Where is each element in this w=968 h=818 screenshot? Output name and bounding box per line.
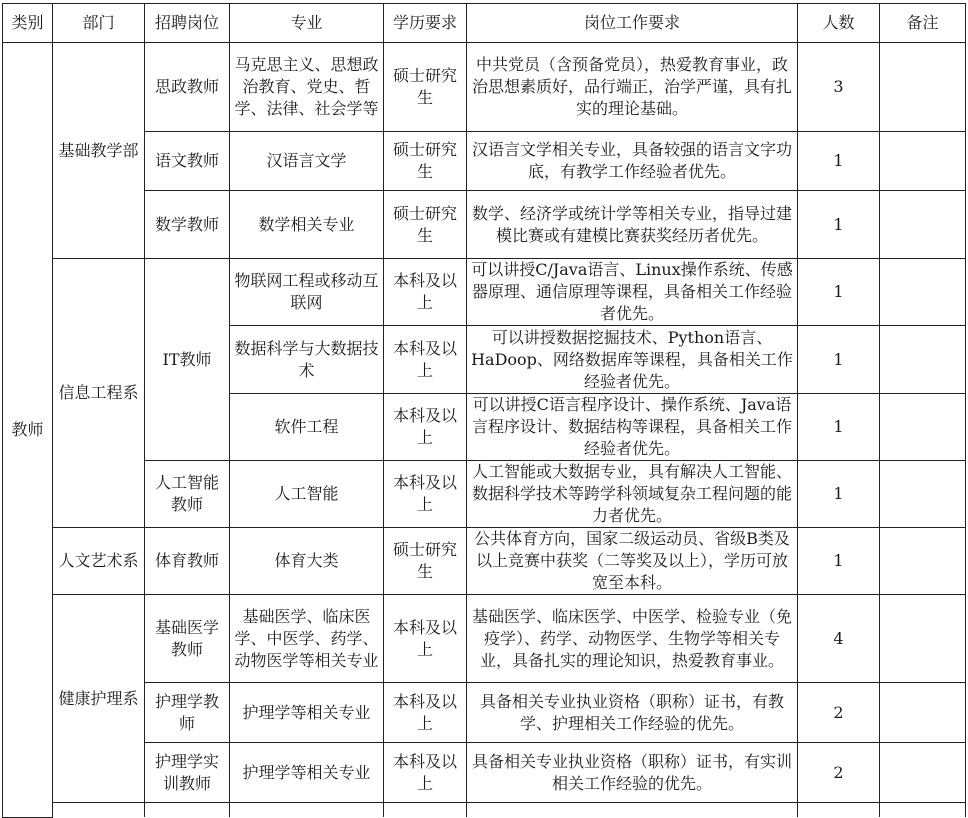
table-row xyxy=(3,259,966,326)
recruitment-table xyxy=(2,3,966,818)
position-cell: 人工智能教师 xyxy=(145,461,230,528)
major-cell: 数学相关专业 xyxy=(230,191,384,259)
education-cell: 硕士研究生 xyxy=(384,528,467,595)
count-cell: 2 xyxy=(798,683,880,743)
table-row xyxy=(3,595,966,683)
remarks-cell xyxy=(880,132,966,191)
table-row xyxy=(3,132,966,191)
header-major: 专业 xyxy=(230,4,384,43)
major-cell: 汉语言文学 xyxy=(230,132,384,191)
count-cell: 3 xyxy=(798,43,880,132)
table-row xyxy=(3,191,966,259)
major-cell: 数据科学与大数据技术 xyxy=(230,326,384,394)
education-cell: 硕士研究生 xyxy=(384,191,467,259)
position-cell: 基础医学教师 xyxy=(145,595,230,683)
header-row xyxy=(3,4,966,43)
requirements-cell: 基础医学、临床医学、中医学、检验专业（免疫学）、药学、动物医学、生物学等相关专业，具备扎实的理论知识，热爱教育事业。 xyxy=(467,595,798,683)
table-row-partial xyxy=(3,803,966,818)
requirements-cell: 可以讲授数据挖掘技术、Python语言、HaDoop、网络数据库等课程，具备相关工作经验者优先。 xyxy=(467,326,798,394)
education-cell: 本科及以上 xyxy=(384,595,467,683)
major-cell: 软件工程 xyxy=(230,394,384,461)
remarks-cell xyxy=(880,326,966,394)
remarks-cell xyxy=(880,394,966,461)
table-row xyxy=(3,743,966,803)
remarks-cell xyxy=(880,683,966,743)
major-cell: 基础医学、临床医学、中医学、药学、动物医学等相关专业 xyxy=(230,595,384,683)
requirements-cell: 可以讲授C/Java语言、Linux操作系统、传感器原理、通信原理等课程，具备相关工作经验者优先。 xyxy=(467,259,798,326)
table-row xyxy=(3,43,966,132)
position-cell: 数学教师 xyxy=(145,191,230,259)
remarks-cell xyxy=(880,461,966,528)
count-cell: 1 xyxy=(798,259,880,326)
count-cell: 1 xyxy=(798,132,880,191)
header-requirements: 岗位工作要求 xyxy=(467,4,798,43)
education-cell: 本科及以上 xyxy=(384,461,467,528)
remarks-cell xyxy=(880,743,966,803)
position-cell: 体育教师 xyxy=(145,528,230,595)
position-cell: 护理学教师 xyxy=(145,683,230,743)
education-cell: 本科及以上 xyxy=(384,326,467,394)
count-cell: 2 xyxy=(798,743,880,803)
department-cell: 健康护理系 xyxy=(53,595,145,803)
table-row xyxy=(3,683,966,743)
header-remarks: 备注 xyxy=(880,4,966,43)
education-cell: 硕士研究生 xyxy=(384,43,467,132)
education-cell: 本科及以上 xyxy=(384,683,467,743)
count-cell: 1 xyxy=(798,528,880,595)
requirements-cell: 汉语言文学相关专业，具备较强的语言文字功底，有教学工作经验者优先。 xyxy=(467,132,798,191)
education-cell: 本科及以上 xyxy=(384,259,467,326)
position-cell: 护理学实训教师 xyxy=(145,743,230,803)
education-cell: 硕士研究生 xyxy=(384,132,467,191)
requirements-cell: 可以讲授C语言程序设计、操作系统、Java语言程序设计、数据结构等课程，具备相关工作经验者优先。 xyxy=(467,394,798,461)
count-cell: 4 xyxy=(798,595,880,683)
count-cell: 1 xyxy=(798,461,880,528)
major-cell: 护理学等相关专业 xyxy=(230,743,384,803)
education-cell: 本科及以上 xyxy=(384,743,467,803)
education-cell: 本科及以上 xyxy=(384,394,467,461)
remarks-cell xyxy=(880,528,966,595)
requirements-cell: 人工智能或大数据专业，具有解决人工智能、数据科学技术等跨学科领域复杂工程问题的能力者优先。 xyxy=(467,461,798,528)
major-cell: 马克思主义、思想政治教育、党史、哲学、法律、社会学等 xyxy=(230,43,384,132)
major-cell: 物联网工程或移动互联网 xyxy=(230,259,384,326)
requirements-cell: 中共党员（含预备党员），热爱教育事业，政治思想素质好，品行端正，治学严谨，具有扎实的理论基础。 xyxy=(467,43,798,132)
header-position: 招聘岗位 xyxy=(145,4,230,43)
count-cell: 1 xyxy=(798,191,880,259)
major-cell: 人工智能 xyxy=(230,461,384,528)
table-row xyxy=(3,461,966,528)
position-cell: 思政教师 xyxy=(145,43,230,132)
major-cell: 体育大类 xyxy=(230,528,384,595)
table-row xyxy=(3,528,966,595)
remarks-cell xyxy=(880,259,966,326)
position-cell: IT教师 xyxy=(145,259,230,461)
department-cell: 人文艺术系 xyxy=(53,528,145,595)
category-cell: 教师 xyxy=(3,43,53,818)
header-category: 类别 xyxy=(3,4,53,43)
count-cell: 1 xyxy=(798,326,880,394)
position-cell: 语文教师 xyxy=(145,132,230,191)
remarks-cell xyxy=(880,595,966,683)
requirements-cell: 数学、经济学或统计学等相关专业，指导过建模比赛或有建模比赛获奖经历者优先。 xyxy=(467,191,798,259)
remarks-cell xyxy=(880,43,966,132)
requirements-cell: 具备相关专业执业资格（职称）证书，有实训相关工作经验的优先。 xyxy=(467,743,798,803)
department-cell: 信息工程系 xyxy=(53,259,145,528)
header-count: 人数 xyxy=(798,4,880,43)
header-department: 部门 xyxy=(53,4,145,43)
header-education: 学历要求 xyxy=(384,4,467,43)
major-cell: 护理学等相关专业 xyxy=(230,683,384,743)
remarks-cell xyxy=(880,191,966,259)
requirements-cell: 具备相关专业执业资格（职称）证书，有教学、护理相关工作经验的优先。 xyxy=(467,683,798,743)
department-cell: 基础教学部 xyxy=(53,43,145,259)
count-cell: 1 xyxy=(798,394,880,461)
requirements-cell: 公共体育方向，国家二级运动员、省级B类及以上竞赛中获奖（二等奖及以上），学历可放宽至本科。 xyxy=(467,528,798,595)
